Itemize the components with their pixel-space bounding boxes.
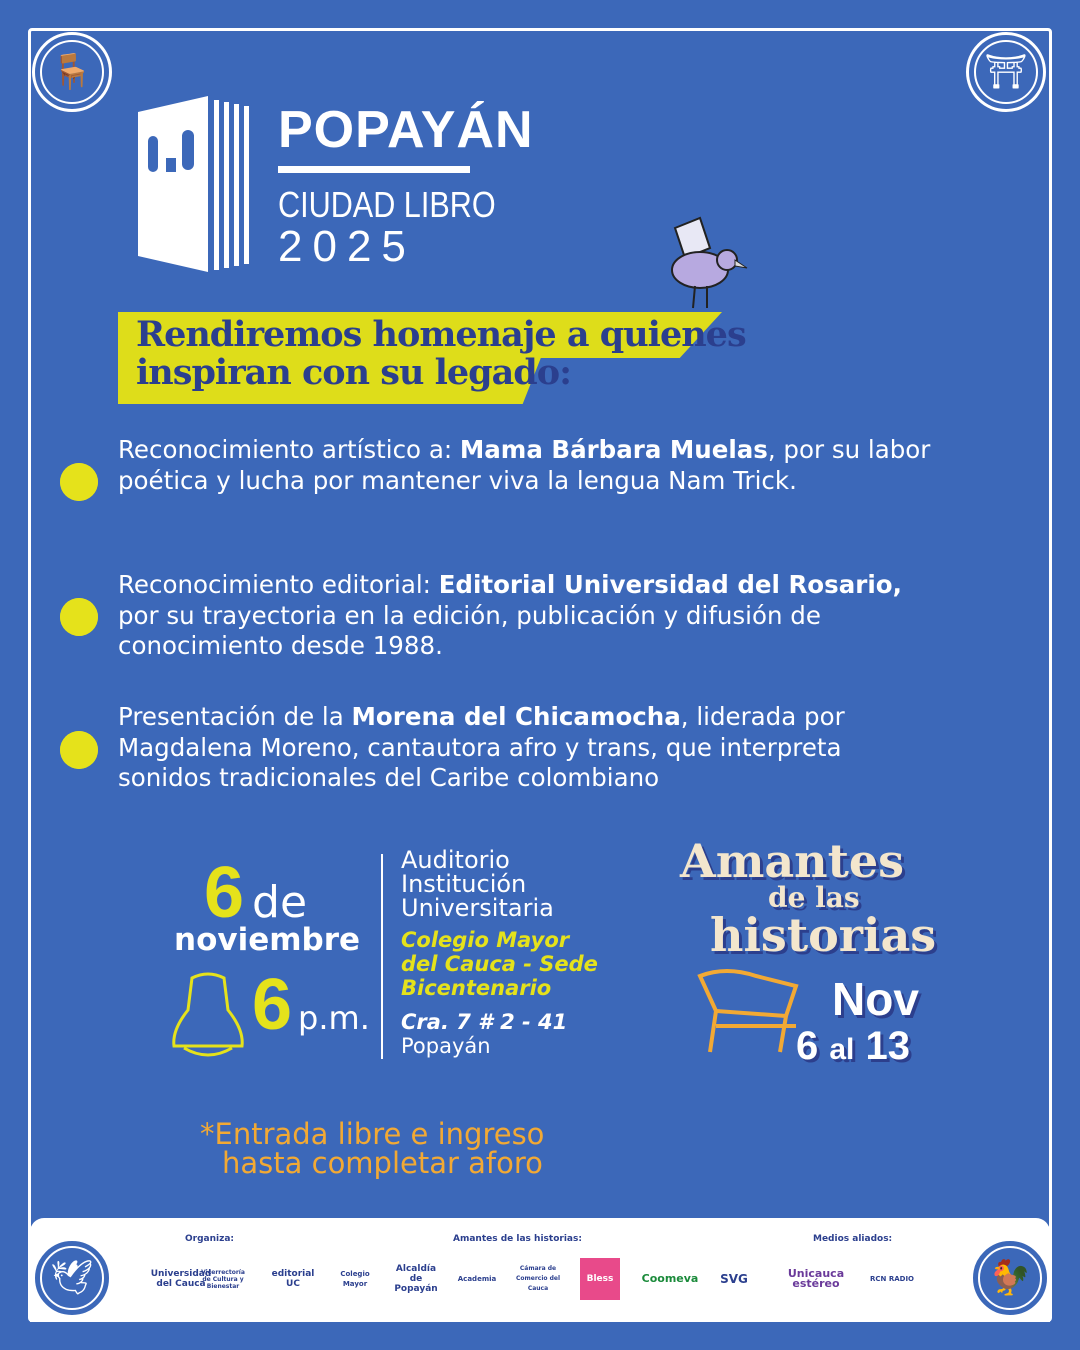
brand-subtitle: CIUDAD LIBRO: [278, 184, 496, 225]
sponsors-footer: [30, 1218, 1050, 1322]
divider: [278, 166, 470, 173]
bird-icon: 🕊: [32, 1238, 112, 1318]
sponsor-logo: Cámara de Comercio del Cauca: [515, 1265, 561, 1292]
sponsor-logo: editorial UC: [271, 1269, 315, 1289]
banner-line-1: Rendiremos homenaje a quienes: [136, 314, 746, 355]
sponsor-logo: Alcaldía de Popayán: [394, 1264, 438, 1294]
sponsor-logo: Vicerrectoría de Cultura y Bienestar: [201, 1268, 245, 1290]
footer-heading: Medios aliados:: [813, 1234, 893, 1244]
entry-note: *Entrada libre e ingreso hasta completar aforo: [200, 1117, 545, 1180]
banner-line-2: inspiran con su legado:: [136, 352, 572, 393]
bullet-flower-icon: [60, 598, 98, 636]
campaign-dates: 6 al 13: [796, 1024, 911, 1068]
sponsor-logo: Universidad del Cauca: [150, 1269, 212, 1289]
campaign-month: Nov: [832, 973, 919, 1025]
bench-icon: 🪑: [32, 32, 112, 112]
sponsor-logo: Colegio Mayor: [340, 1270, 370, 1288]
brand-title: POPAYÁN: [278, 101, 534, 159]
footer-heading: Amantes de las historias:: [453, 1234, 582, 1244]
footer-heading: Organiza:: [185, 1234, 235, 1244]
venue: Auditorio Institución Universitaria Colegio Mayor del Cauca - Sede Bicentenario Cra. 7 # 2 - 41 Popayán: [401, 846, 598, 1058]
arch-icon: ⛩: [966, 32, 1046, 112]
event-date: 6 de: [204, 853, 308, 933]
sponsor-logo: Unicauca estéreo: [787, 1267, 845, 1290]
bullet-flower-icon: [60, 463, 98, 501]
pigeon-book-icon: [645, 208, 749, 312]
divider: [381, 854, 383, 1059]
list-item: Presentación de la Morena del Chicamocha, liderada por Magdalena Moreno, cantautora afro y trans, que interpreta sonidos tradicionales del Caribe colombiano: [118, 702, 845, 792]
event-month: noviembre: [174, 922, 361, 958]
bench-illustration-icon: [696, 966, 812, 1056]
sponsor-logo: Bless: [580, 1258, 620, 1300]
sponsor-logo: SVG: [720, 1272, 748, 1286]
list-item: Reconocimiento artístico a: Mama Bárbara Muelas, por su labor poética y lucha por mantener viva la lengua Nam Trick.: [118, 435, 931, 495]
campaign-title: Amantes de las historias: [680, 834, 937, 962]
bell-icon: [170, 970, 246, 1062]
brand-year: 2025: [278, 222, 416, 271]
sponsor-logo: Academia: [457, 1275, 497, 1283]
sponsor-logo: Coomeva: [641, 1272, 699, 1285]
event-time: 6 p.m.: [252, 965, 370, 1045]
sponsor-logo: RCN RADIO: [870, 1275, 914, 1283]
list-item: Reconocimiento editorial: Editorial Universidad del Rosario, por su trayectoria en la edición, publicación y difusión de conocimiento desde 1988.: [118, 570, 902, 660]
rooster-icon: 🐓: [970, 1238, 1050, 1318]
book-building-logo: [138, 96, 250, 272]
bullet-flower-icon: [60, 731, 98, 769]
banner-heading: [136, 316, 746, 392]
